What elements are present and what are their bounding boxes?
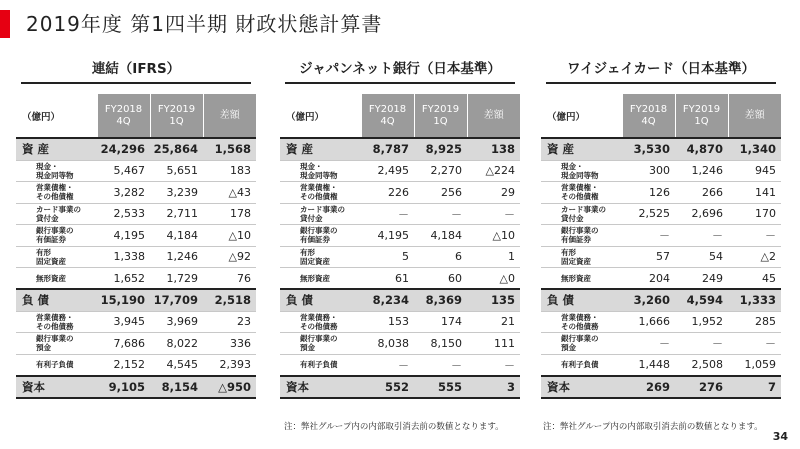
- unit-label: （億円）: [547, 111, 586, 123]
- row-value: －: [361, 203, 414, 225]
- row-value: 141: [728, 182, 781, 204]
- row-value: 1,652: [97, 268, 150, 290]
- row-value: 8,150: [414, 333, 467, 355]
- row-value: 45: [728, 268, 781, 290]
- panel-heading-rule: [21, 82, 251, 84]
- row-label: カード事業の 貸付金: [541, 203, 622, 225]
- panel-heading: 連結（IFRS）: [91, 61, 181, 77]
- table-row: [16, 311, 256, 333]
- row-label: 有形 固定資産: [541, 246, 622, 268]
- row-label: 資 産: [280, 138, 361, 160]
- row-label: 営業債務・ その他債務: [280, 311, 361, 333]
- row-value: 2,508: [675, 354, 728, 376]
- row-value: 183: [203, 160, 256, 182]
- row-value: △950: [203, 376, 256, 398]
- row-value: 4,184: [414, 225, 467, 247]
- table-header-row: [280, 94, 520, 138]
- row-label: 営業債権・ その他債権: [280, 182, 361, 204]
- row-value: 126: [622, 182, 675, 204]
- table-section-row: [16, 138, 256, 160]
- row-value: 23: [203, 311, 256, 333]
- row-value: 21: [467, 311, 520, 333]
- column-header: FY2018 4Q: [97, 94, 150, 138]
- row-value: 178: [203, 203, 256, 225]
- row-value: 111: [467, 333, 520, 355]
- row-value: －: [622, 225, 675, 247]
- row-label: カード事業の 貸付金: [280, 203, 361, 225]
- row-value: 4,195: [97, 225, 150, 247]
- row-value: △2: [728, 246, 781, 268]
- row-value: 5,651: [150, 160, 203, 182]
- table-row: [16, 354, 256, 376]
- table-section-row: [541, 376, 781, 398]
- row-value: 1,729: [150, 268, 203, 290]
- row-value: 3,239: [150, 182, 203, 204]
- table-row: [541, 203, 781, 225]
- row-value: 256: [414, 182, 467, 204]
- row-value: 135: [467, 289, 520, 311]
- row-value: △10: [467, 225, 520, 247]
- row-label: 現金・ 現金同等物: [541, 160, 622, 182]
- table-row: [16, 160, 256, 182]
- row-value: 8,038: [361, 333, 414, 355]
- row-value: 1,246: [150, 246, 203, 268]
- table-section-row: [541, 138, 781, 160]
- table-row: [541, 333, 781, 355]
- row-value: －: [728, 333, 781, 355]
- panel-heading-rule: [285, 82, 515, 84]
- unit-label: （億円）: [22, 111, 61, 123]
- row-value: 4,545: [150, 354, 203, 376]
- row-value: 3,260: [622, 289, 675, 311]
- row-value: －: [675, 225, 728, 247]
- row-value: 3,945: [97, 311, 150, 333]
- row-value: 2,393: [203, 354, 256, 376]
- row-label: 資 産: [541, 138, 622, 160]
- row-label: 資本: [16, 376, 97, 398]
- row-value: 7,686: [97, 333, 150, 355]
- row-value: 1,340: [728, 138, 781, 160]
- row-label: 営業債務・ その他債務: [16, 311, 97, 333]
- row-label: 現金・ 現金同等物: [280, 160, 361, 182]
- title-accent-bar: [0, 10, 10, 38]
- row-value: －: [467, 203, 520, 225]
- row-value: 336: [203, 333, 256, 355]
- row-label: 資本: [541, 376, 622, 398]
- page-title: 2019年度 第1四半期 財政状態計算書: [26, 12, 383, 36]
- footnote-japan-net-bank: 注：弊社グループ内の内部取引消去前の数値となります。: [284, 422, 504, 432]
- row-value: 1,666: [622, 311, 675, 333]
- row-label: カード事業の 貸付金: [16, 203, 97, 225]
- row-value: 54: [675, 246, 728, 268]
- row-value: 2,696: [675, 203, 728, 225]
- row-value: 300: [622, 160, 675, 182]
- row-value: 8,022: [150, 333, 203, 355]
- panel-japan-net-bank: [280, 58, 520, 399]
- row-value: 555: [414, 376, 467, 398]
- row-label: 銀行事業の 預金: [280, 333, 361, 355]
- panel-consolidated: [16, 58, 256, 399]
- row-value: 15,190: [97, 289, 150, 311]
- row-value: 8,234: [361, 289, 414, 311]
- row-label: 有利子負債: [280, 354, 361, 376]
- row-label: 資本: [280, 376, 361, 398]
- row-value: 76: [203, 268, 256, 290]
- row-label: 有形 固定資産: [280, 246, 361, 268]
- row-value: －: [622, 333, 675, 355]
- balance-sheet-table: [280, 94, 520, 399]
- column-header: FY2019 1Q: [414, 94, 467, 138]
- row-value: 17,709: [150, 289, 203, 311]
- row-value: 204: [622, 268, 675, 290]
- row-value: 3,530: [622, 138, 675, 160]
- row-value: 138: [467, 138, 520, 160]
- table-section-row: [16, 289, 256, 311]
- row-value: 6: [414, 246, 467, 268]
- column-header: 差額: [203, 94, 256, 138]
- row-label: 銀行事業の 有価証券: [16, 225, 97, 247]
- table-row: [280, 182, 520, 204]
- row-label: 資 産: [16, 138, 97, 160]
- table-row: [541, 182, 781, 204]
- row-value: 5: [361, 246, 414, 268]
- row-value: 9,105: [97, 376, 150, 398]
- table-row: [541, 225, 781, 247]
- row-label: 無形資産: [280, 268, 361, 290]
- row-value: 8,369: [414, 289, 467, 311]
- row-value: 2,495: [361, 160, 414, 182]
- row-value: 60: [414, 268, 467, 290]
- row-value: 5,467: [97, 160, 150, 182]
- row-value: －: [728, 225, 781, 247]
- row-value: 249: [675, 268, 728, 290]
- row-value: 1,246: [675, 160, 728, 182]
- panel-heading: ワイジェイカード（日本基準）: [567, 61, 755, 77]
- row-value: △43: [203, 182, 256, 204]
- row-label: 銀行事業の 預金: [16, 333, 97, 355]
- row-value: 2,711: [150, 203, 203, 225]
- table-section-row: [541, 289, 781, 311]
- table-row: [280, 333, 520, 355]
- table-row: [16, 225, 256, 247]
- footnote-yj-card: 注：弊社グループ内の内部取引消去前の数値となります。: [543, 422, 763, 432]
- row-value: 226: [361, 182, 414, 204]
- row-value: 8,787: [361, 138, 414, 160]
- row-label: 負 債: [280, 289, 361, 311]
- row-value: 170: [728, 203, 781, 225]
- row-value: △224: [467, 160, 520, 182]
- row-value: 2,270: [414, 160, 467, 182]
- row-value: 2,525: [622, 203, 675, 225]
- row-value: 4,184: [150, 225, 203, 247]
- row-value: 266: [675, 182, 728, 204]
- row-value: 1: [467, 246, 520, 268]
- row-value: 2,152: [97, 354, 150, 376]
- table-row: [541, 160, 781, 182]
- row-value: 1,952: [675, 311, 728, 333]
- row-value: 61: [361, 268, 414, 290]
- table-row: [16, 333, 256, 355]
- row-value: －: [467, 354, 520, 376]
- row-label: 銀行事業の 有価証券: [541, 225, 622, 247]
- table-section-row: [16, 376, 256, 398]
- row-label: 営業債権・ その他債権: [541, 182, 622, 204]
- row-value: 1,333: [728, 289, 781, 311]
- row-value: △0: [467, 268, 520, 290]
- row-value: 29: [467, 182, 520, 204]
- table-header-row: [541, 94, 781, 138]
- row-value: 4,594: [675, 289, 728, 311]
- unit-label: （億円）: [286, 111, 325, 123]
- table-section-row: [280, 289, 520, 311]
- row-label: 無形資産: [16, 268, 97, 290]
- table-row: [280, 268, 520, 290]
- page-number: 34: [772, 430, 788, 443]
- panel-heading: ジャパンネット銀行（日本基準）: [299, 61, 501, 77]
- row-label: 有利子負債: [541, 354, 622, 376]
- panel-yj-card: [541, 58, 781, 399]
- panel-heading-rule: [546, 82, 776, 84]
- table-row: [16, 182, 256, 204]
- row-label: 負 債: [541, 289, 622, 311]
- row-label: 営業債権・ その他債権: [16, 182, 97, 204]
- row-value: 3,282: [97, 182, 150, 204]
- row-value: －: [361, 354, 414, 376]
- row-value: －: [414, 203, 467, 225]
- column-header: FY2018 4Q: [361, 94, 414, 138]
- table-row: [280, 160, 520, 182]
- table-row: [16, 246, 256, 268]
- table-row: [541, 311, 781, 333]
- table-row: [280, 203, 520, 225]
- balance-sheet-table: [541, 94, 781, 399]
- row-value: －: [414, 354, 467, 376]
- row-value: 1,448: [622, 354, 675, 376]
- row-value: 8,925: [414, 138, 467, 160]
- row-value: 3: [467, 376, 520, 398]
- row-value: 1,338: [97, 246, 150, 268]
- row-value: 4,195: [361, 225, 414, 247]
- row-value: 24,296: [97, 138, 150, 160]
- row-value: 2,533: [97, 203, 150, 225]
- row-value: 153: [361, 311, 414, 333]
- row-value: 1,568: [203, 138, 256, 160]
- row-label: 有利子負債: [16, 354, 97, 376]
- row-value: 25,864: [150, 138, 203, 160]
- row-value: 945: [728, 160, 781, 182]
- table-row: [541, 354, 781, 376]
- column-header: 差額: [728, 94, 781, 138]
- column-header: FY2019 1Q: [150, 94, 203, 138]
- table-row: [16, 268, 256, 290]
- table-row: [280, 225, 520, 247]
- row-label: 負 債: [16, 289, 97, 311]
- row-value: 1,059: [728, 354, 781, 376]
- row-value: 2,518: [203, 289, 256, 311]
- table-header-row: [16, 94, 256, 138]
- row-value: 552: [361, 376, 414, 398]
- column-header: 差額: [467, 94, 520, 138]
- row-label: 有形 固定資産: [16, 246, 97, 268]
- table-row: [280, 311, 520, 333]
- row-value: △92: [203, 246, 256, 268]
- row-value: 8,154: [150, 376, 203, 398]
- row-label: 営業債務・ その他債務: [541, 311, 622, 333]
- column-header: FY2019 1Q: [675, 94, 728, 138]
- row-value: －: [675, 333, 728, 355]
- row-value: 269: [622, 376, 675, 398]
- row-value: 57: [622, 246, 675, 268]
- balance-sheet-table: [16, 94, 256, 399]
- row-value: 7: [728, 376, 781, 398]
- row-value: 276: [675, 376, 728, 398]
- table-section-row: [280, 138, 520, 160]
- row-value: 285: [728, 311, 781, 333]
- row-label: 無形資産: [541, 268, 622, 290]
- column-header: FY2018 4Q: [622, 94, 675, 138]
- row-label: 現金・ 現金同等物: [16, 160, 97, 182]
- table-row: [280, 246, 520, 268]
- row-label: 銀行事業の 有価証券: [280, 225, 361, 247]
- row-value: 174: [414, 311, 467, 333]
- row-value: △10: [203, 225, 256, 247]
- table-row: [541, 268, 781, 290]
- row-label: 銀行事業の 預金: [541, 333, 622, 355]
- table-row: [280, 354, 520, 376]
- table-row: [541, 246, 781, 268]
- row-value: 4,870: [675, 138, 728, 160]
- table-section-row: [280, 376, 520, 398]
- row-value: 3,969: [150, 311, 203, 333]
- table-row: [16, 203, 256, 225]
